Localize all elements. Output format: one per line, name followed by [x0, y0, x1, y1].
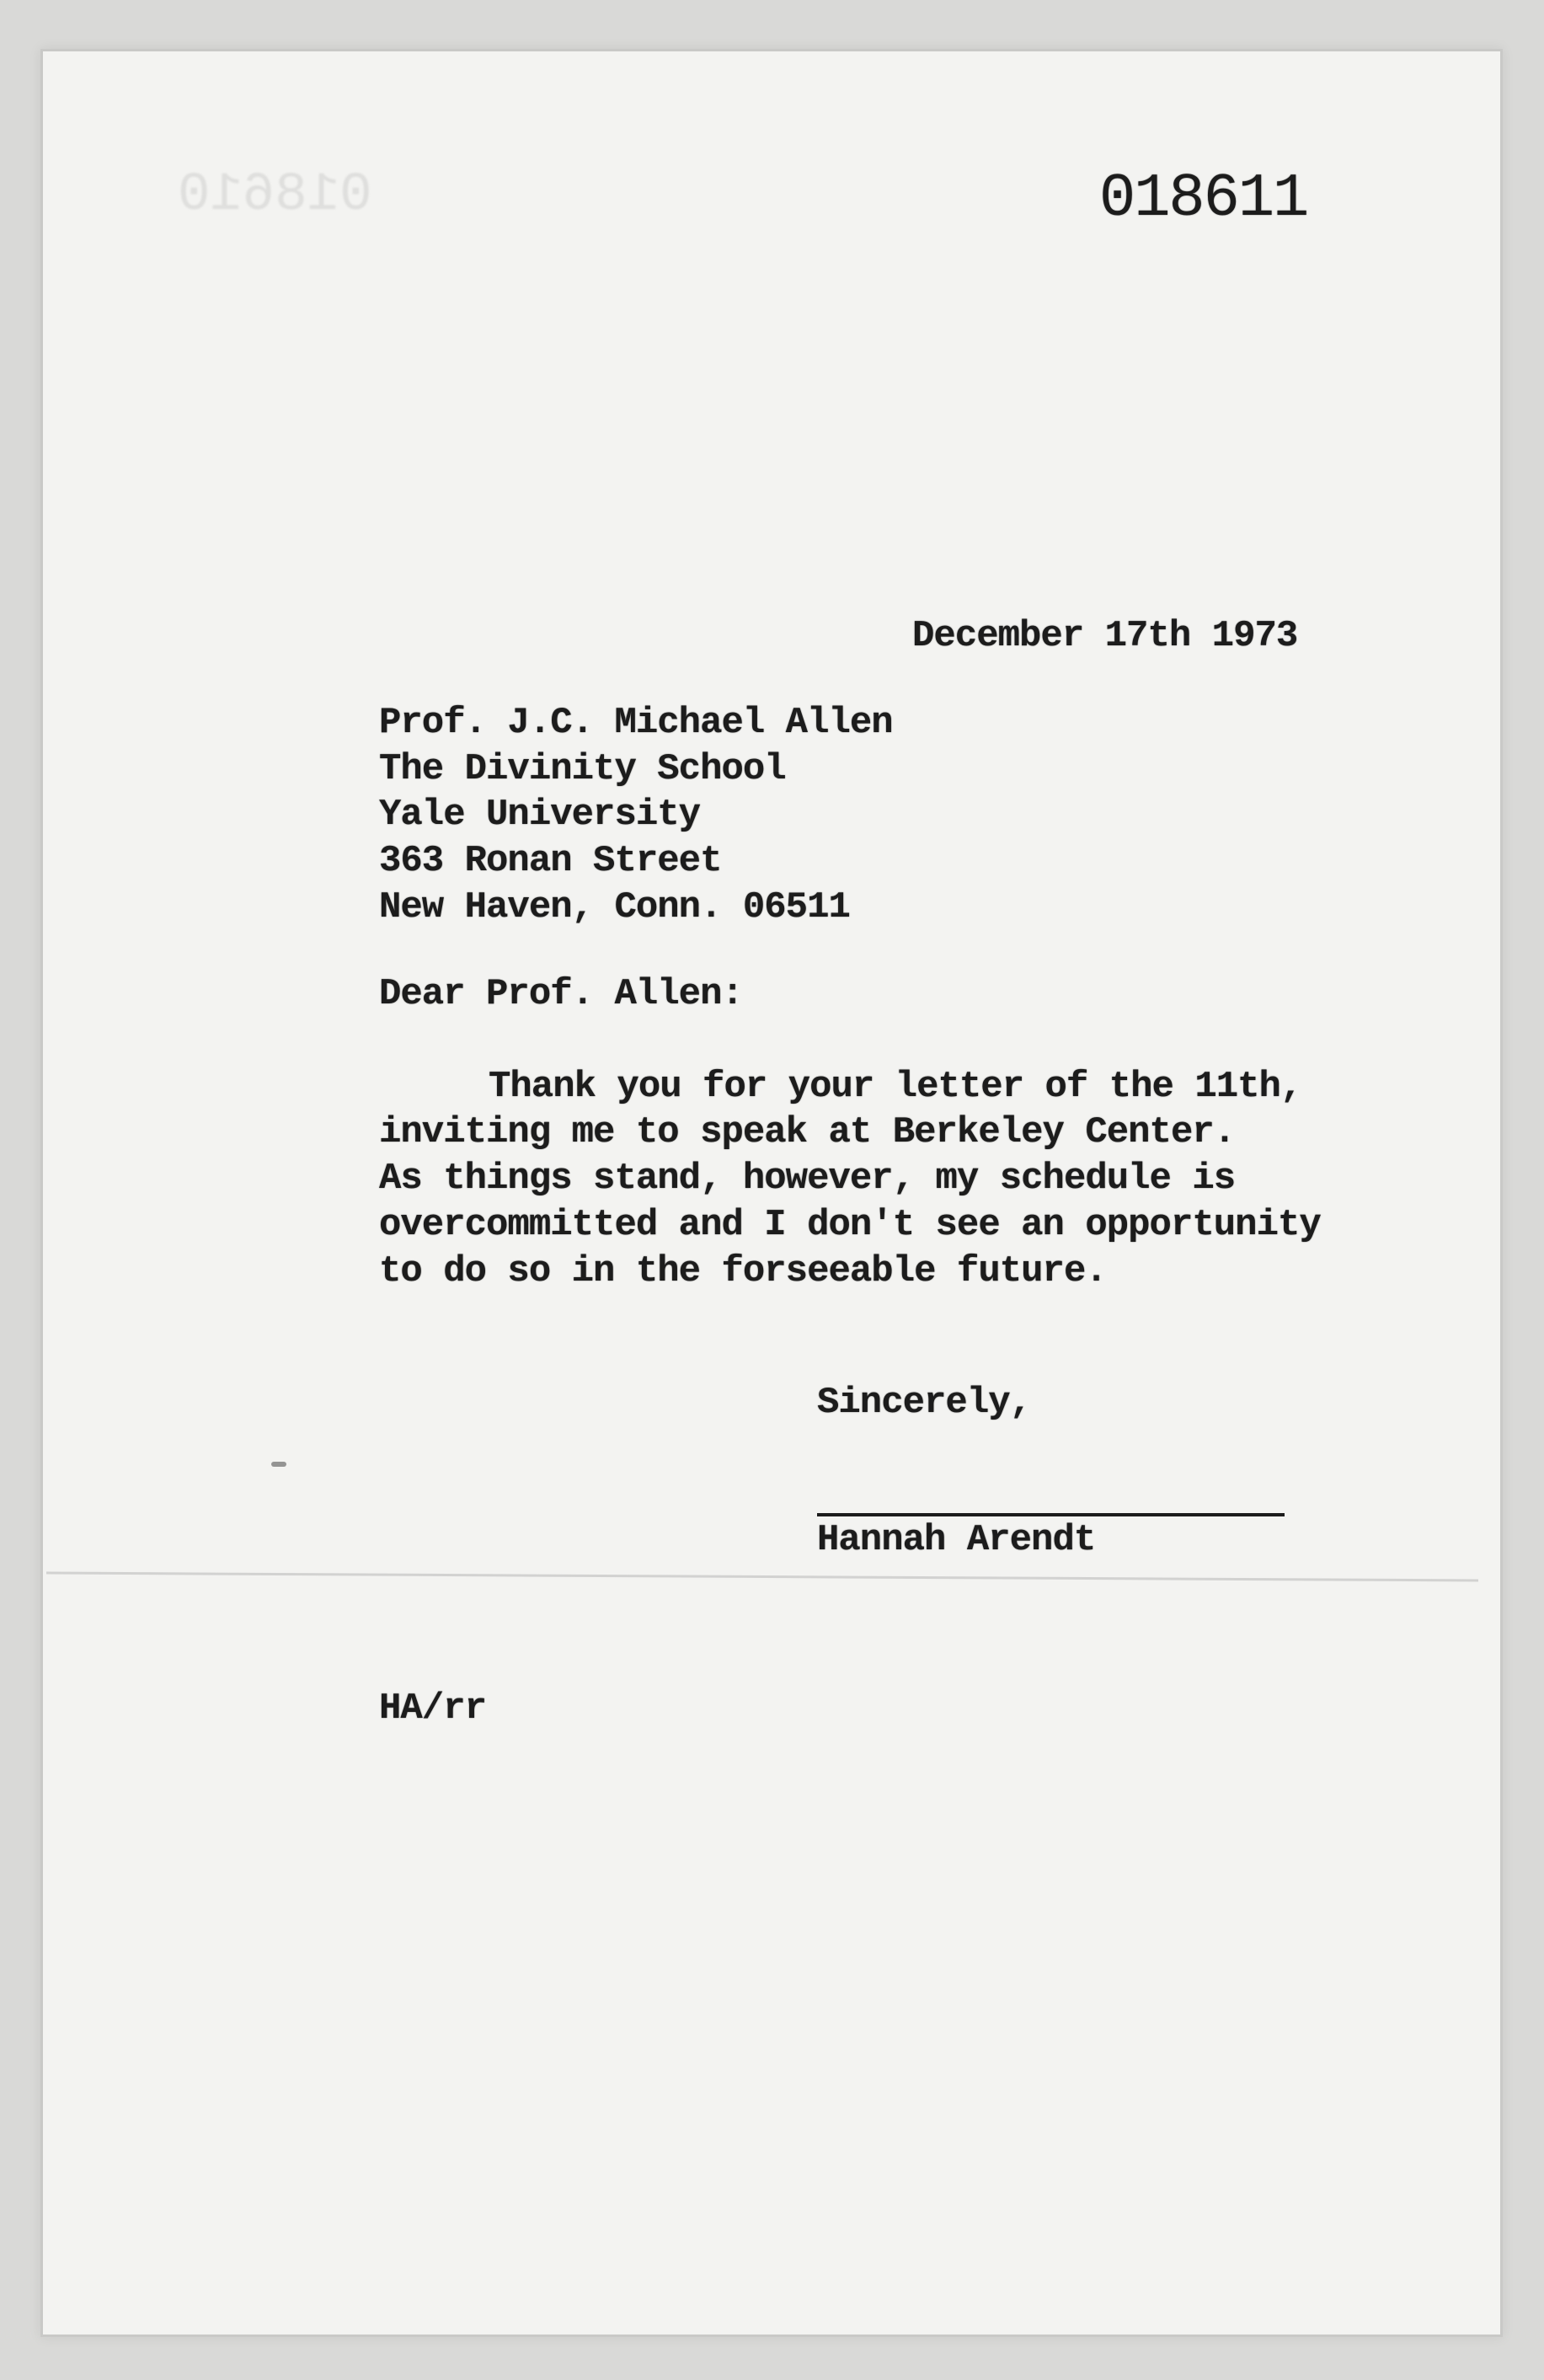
- recipient-address-line: New Haven, Conn. 06511: [379, 886, 850, 928]
- signature-line: [817, 1513, 1285, 1516]
- body-line: As things stand, however, my schedule is: [379, 1158, 1236, 1200]
- recipient-address-line: The Divinity School: [379, 748, 786, 790]
- salutation: Dear Prof. Allen:: [379, 973, 743, 1015]
- recipient-name: Prof. J.C. Michael Allen: [379, 702, 893, 744]
- bleed-through-text: 018610: [178, 165, 372, 226]
- body-line: inviting me to speak at Berkeley Center.: [379, 1111, 1236, 1153]
- body-line: Thank you for your letter of the 11th,: [489, 1066, 1302, 1108]
- closing: Sincerely,: [817, 1382, 1032, 1424]
- recipient-address-line: Yale University: [379, 794, 701, 836]
- typist-initials: HA/rr: [379, 1687, 487, 1730]
- ink-smudge: [271, 1462, 286, 1467]
- document-number: 018611: [1099, 164, 1308, 233]
- letter-date: December 17th 1973: [912, 615, 1298, 657]
- recipient-address-line: 363 Ronan Street: [379, 840, 722, 882]
- body-line: to do so in the forseeable future.: [379, 1250, 1107, 1292]
- body-line: overcommitted and I don't see an opportunity: [379, 1204, 1321, 1246]
- signature-name: Hannah Arendt: [817, 1519, 1096, 1561]
